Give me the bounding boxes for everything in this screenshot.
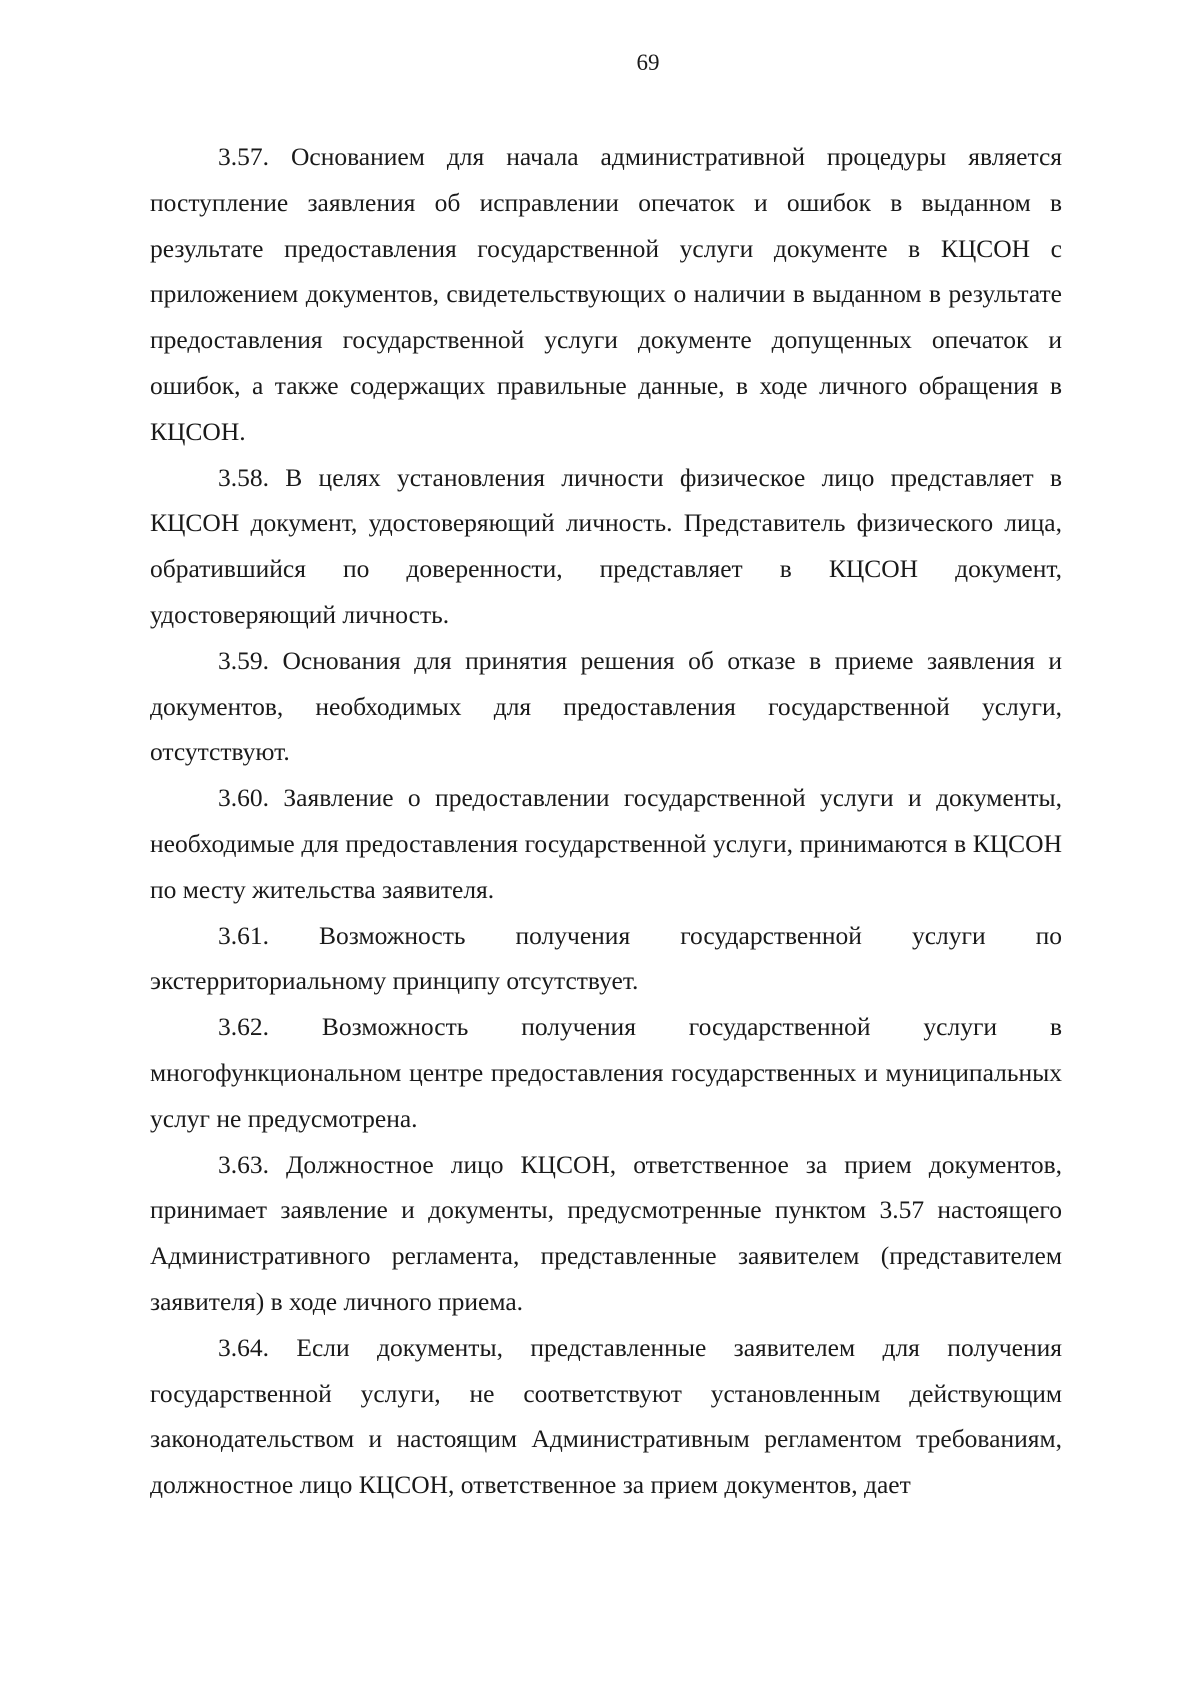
- paragraph-3-61: 3.61. Возможность получения государственной услуги по экстерриториальному принципу отсутствует.: [150, 920, 1062, 996]
- paragraph-3-64: 3.64. Если документы, представленные заявителем для получения государственной услуги, не соответствуют установленным действующим законодательством и настоящим Административным регламентом требованиям, должностное лицо КЦСОН, ответственное за прием документов, дает: [150, 1332, 1062, 1500]
- paragraph-3-60: 3.60. Заявление о предоставлении государственной услуги и документы, необходимые для предоставления государственной услуги, принимаются в КЦСОН по месту жительства заявителя.: [150, 783, 1062, 904]
- paragraph-3-57: 3.57. Основанием для начала административной процедуры является поступление заявления об исправлении опечаток и ошибок в выданном в результате предоставления государственной услуги документе в КЦСОН с приложением документов, свидетельствующих о наличии в выданном в результате предоставления государственной услуги документе допущенных опечаток и ошибок, а также содержащих правильные данные, в ходе личного обращения в КЦСОН.: [150, 142, 1062, 446]
- paragraph-3-59: 3.59. Основания для принятия решения об отказе в приеме заявления и документов, необходимых для предоставления государственной услуги, отсутствуют.: [150, 645, 1062, 767]
- document-body: [150, 134, 1062, 1508]
- paragraph-3-63: 3.63. Должностное лицо КЦСОН, ответственное за прием документов, принимает заявление и документы, предусмотренные пунктом 3.57 настоящего Административного регламента, представленные заявителем (представителем заявителя) в ходе личного приема.: [150, 1149, 1062, 1316]
- page-number: 69: [636, 50, 660, 75]
- paragraph-3-58: 3.58. В целях установления личности физическое лицо представляет в КЦСОН документ, удостоверяющий личность. Представитель физического лица, обратившийся по доверенности, представляет в КЦСОН документ, удостоверяющий личность.: [150, 462, 1062, 629]
- paragraph-3-62: 3.62. Возможность получения государственной услуги в многофункциональном центре предоставления государственных и муниципальных услуг не предусмотрена.: [150, 1012, 1062, 1133]
